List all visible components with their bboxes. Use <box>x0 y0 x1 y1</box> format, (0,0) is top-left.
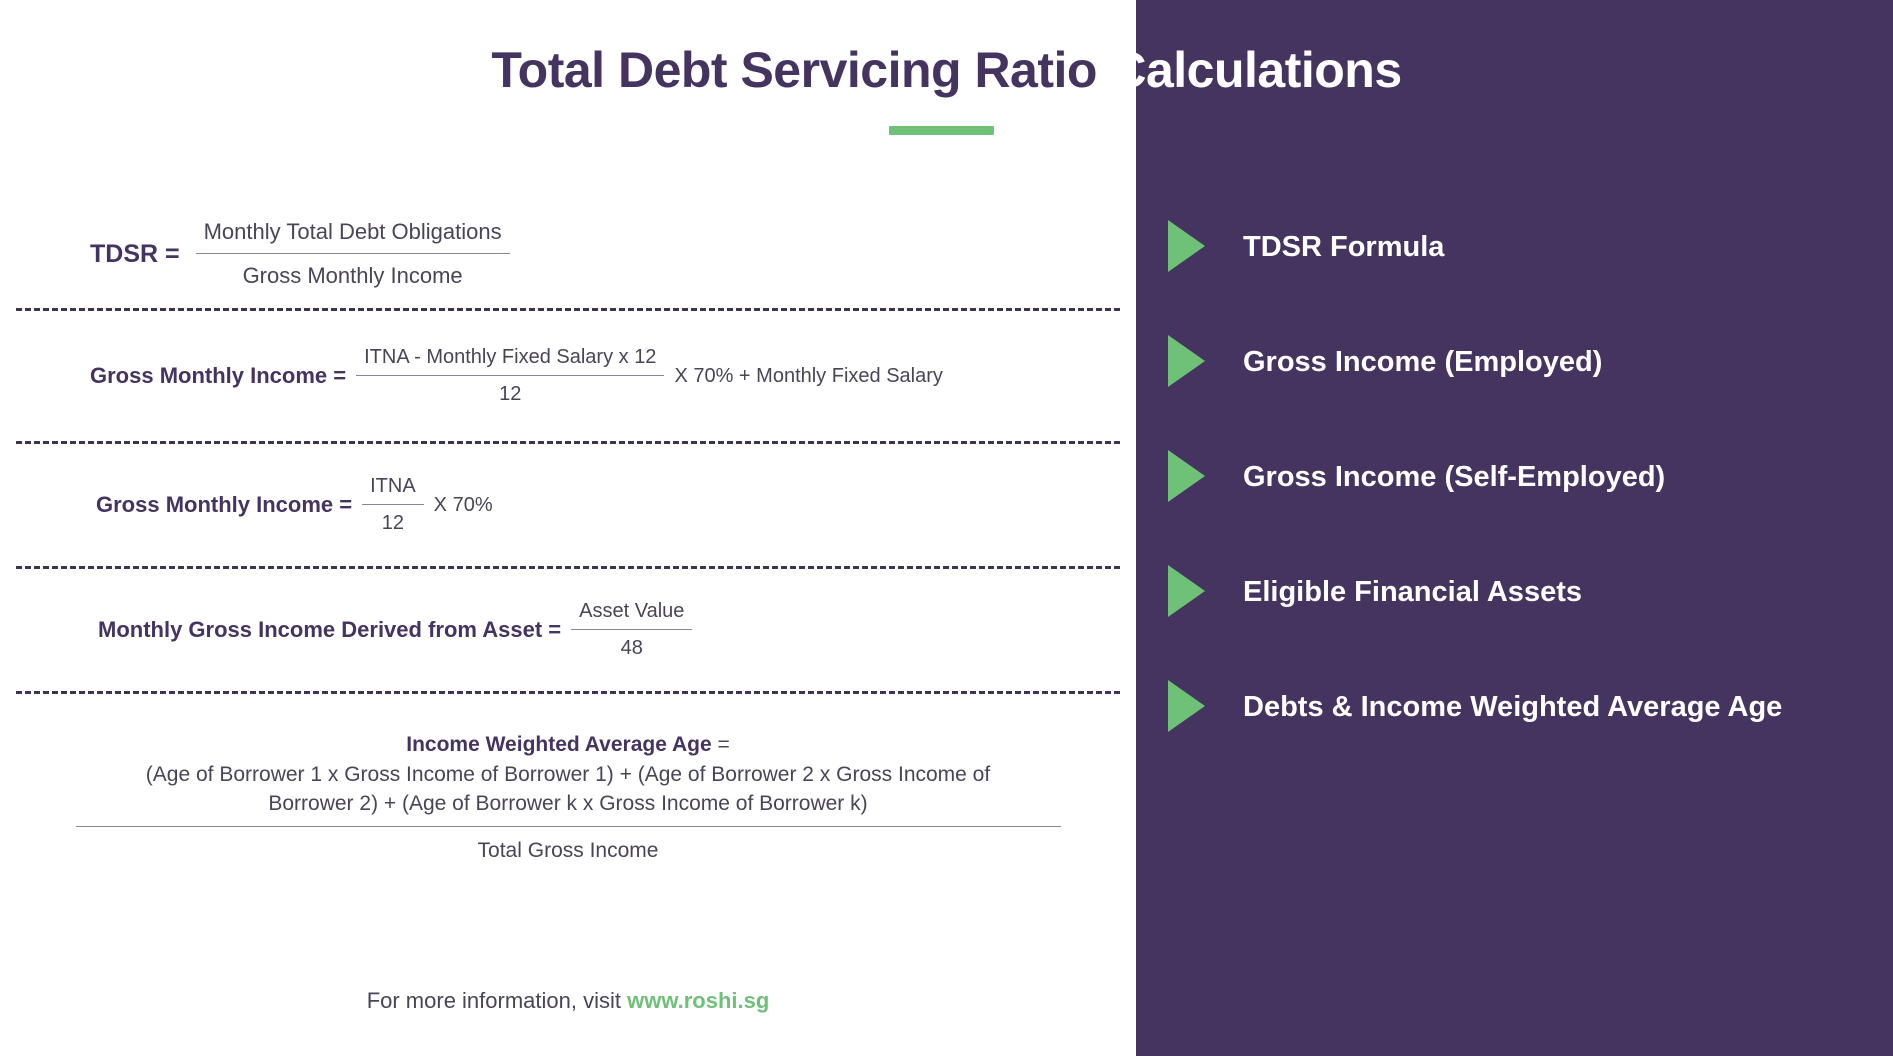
legend-item-tdsr-formula <box>1168 218 1868 274</box>
legend-panel <box>1136 0 1893 1056</box>
triangle-right-icon <box>1168 450 1205 502</box>
footer-note <box>0 988 1136 1014</box>
legend-item-label: Debts & Income Weighted Average Age <box>1243 691 1783 723</box>
gross-income-self-employed-suffix: X 70% <box>433 493 493 516</box>
asset-income-label: Monthly Gross Income Derived from Asset = <box>98 617 562 642</box>
page-title-dark-part: Total Debt Servicing Ratio <box>491 42 1097 98</box>
iwaa-equals: = <box>711 733 730 757</box>
legend-item-debts-income-weighted-average-age <box>1168 678 1868 734</box>
gross-income-employed-denominator: 12 <box>499 383 522 405</box>
tdsr-denominator: Gross Monthly Income <box>242 263 463 288</box>
legend-list <box>1168 218 1868 793</box>
triangle-right-icon <box>1168 220 1205 272</box>
legend-item-gross-income-self-employed <box>1168 448 1868 504</box>
roshi-website-link[interactable]: www.roshi.sg <box>627 988 770 1013</box>
iwaa-numerator-block <box>76 733 1061 826</box>
formula-row-gross-income-employed <box>0 311 1136 441</box>
legend-item-label: Gross Income (Self-Employed) <box>1243 461 1666 493</box>
iwaa-title: Income Weighted Average Age <box>406 733 712 757</box>
gross-income-self-employed-numerator: ITNA <box>370 475 416 497</box>
tdsr-fraction <box>196 219 510 289</box>
triangle-right-icon <box>1168 565 1205 617</box>
gross-income-employed-suffix: X 70% + Monthly Fixed Salary <box>674 364 943 387</box>
legend-item-gross-income-employed <box>1168 333 1868 389</box>
legend-item-eligible-financial-assets <box>1168 563 1868 619</box>
title-underline-accent <box>889 126 994 135</box>
gross-income-employed-numerator: ITNA - Monthly Fixed Salary x 12 <box>364 346 657 368</box>
page-title-light-part: Calculations <box>1096 42 1402 98</box>
legend-item-label: Gross Income (Employed) <box>1243 346 1603 378</box>
triangle-right-icon <box>1168 680 1205 732</box>
asset-income-fraction <box>571 600 692 660</box>
gross-income-self-employed-label: Gross Monthly Income = <box>96 492 353 517</box>
gross-income-employed-fraction <box>356 346 664 406</box>
gross-income-self-employed-denominator: 12 <box>381 512 405 534</box>
formula-row-tdsr <box>0 200 1136 308</box>
tdsr-numerator: Monthly Total Debt Obligations <box>203 219 502 244</box>
iwaa-title-line <box>76 733 1061 757</box>
triangle-right-icon <box>1168 335 1205 387</box>
iwaa-numerator: (Age of Borrower 1 x Gross Income of Borrower 1) + (Age of Borrower 2 x Gross Income of Borrower 2) + (Age of Borrower k x Gross Income of Borrower k) <box>145 763 991 815</box>
formula-list <box>0 200 1136 902</box>
iwaa-denominator: Total Gross Income <box>477 838 659 862</box>
tdsr-label: TDSR = <box>90 239 180 268</box>
fraction-bar <box>76 826 1061 827</box>
asset-income-numerator: Asset Value <box>579 600 685 622</box>
formula-row-asset-income <box>0 569 1136 691</box>
gross-income-employed-label: Gross Monthly Income = <box>90 363 347 388</box>
footer-text: For more information, visit <box>366 988 628 1013</box>
formula-row-income-weighted-average-age <box>0 694 1136 902</box>
asset-income-denominator: 48 <box>620 637 643 659</box>
gross-income-self-employed-fraction <box>362 475 424 535</box>
formula-row-gross-income-self-employed <box>0 444 1136 566</box>
legend-item-label: Eligible Financial Assets <box>1243 576 1582 608</box>
legend-item-label: TDSR Formula <box>1243 231 1445 263</box>
